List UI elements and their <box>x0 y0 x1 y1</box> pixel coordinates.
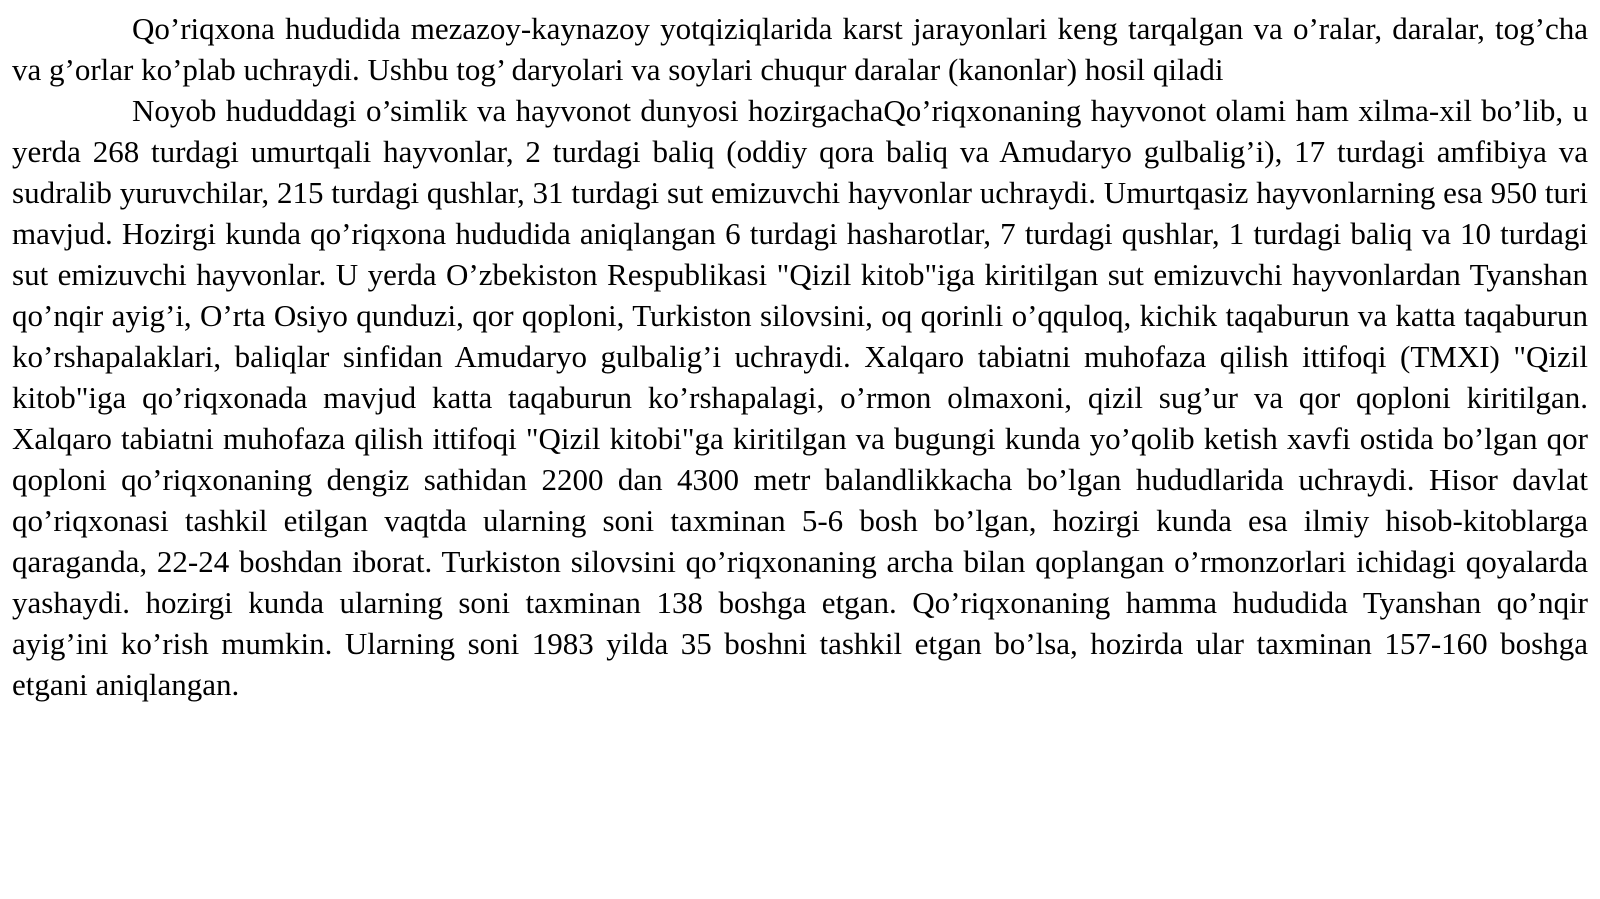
paragraph-karst: Qo’riqxona hududida mezazoy-kaynazoy yotqiziqlarida karst jarayonlari keng tarqalgan va o’ralar, daralar, tog’cha va g’orlar ko’plab uchraydi. Ushbu tog’ daryolari va soylari chuqur daralar (kanonlar) hosil qiladi <box>12 11 1588 87</box>
paragraph-fauna: Noyob hududdagi o’simlik va hayvonot dunyosi hozirgachaQo’riqxonaning hayvonot olami ham xilma-xil bo’lib, u yerda 268 turdagi umurtqali hayvonlar, 2 turdagi baliq (oddiy qora baliq va Amudaryo gulbalig’i), 17 turdagi amfibiya va sudralib yuruvchilar, 215 turdagi qushlar, 31 turdagi sut emizuvchi hayvonlar uchraydi. Umurtqasiz hayvonlarning esa 950 turi mavjud. Hozirgi kunda qo’riqxona hududida aniqlangan 6 turdagi hasharotlar, 7 turdagi qushlar, 1 turdagi baliq va 10 turdagi sut emizuvchi hayvonlar. U yerda O’zbekiston Respublikasi "Qizil kitob"iga kiritilgan sut emizuvchi hayvonlardan Tyanshan qo’nqir ayig’i, O’rta Osiyo qunduzi, qor qoploni, Turkiston silovsini, oq qorinli o’qquloq, kichik taqaburun va katta taqaburun ko’rshapalaklari, baliqlar sinfidan Amudaryo gulbalig’i uchraydi. Xalqaro tabiatni muhofaza qilish ittifoqi (TMXI) "Qizil kitob"iga qo’riqxonada mavjud katta taqaburun ko’rshapalagi, o’rmon olmaxoni, qizil sug’ur va qor qoploni kiritilgan. Xalqaro tabiatni muhofaza qilish ittifoqi "Qizil kitobi"ga kiritilgan va bugungi kunda yo’qolib ketish xavfi ostida bo’lgan qor qoploni qo’riqxonaning dengiz sathidan 2200 dan 4300 metr balandlikkacha bo’lgan hududlarida uchraydi. Hisor davlat qo’riqxonasi tashkil etilgan vaqtda ularning soni taxminan 5-6 bosh bo’lgan, hozirgi kunda esa ilmiy hisob-kitoblarga qaraganda, 22-24 boshdan iborat. Turkiston silovsini qo’riqxonaning archa bilan qoplangan o’rmonzorlari ichidagi qoyalarda yashaydi. hozirgi kunda ularning soni taxminan 138 boshga etgan. Qo’riqxonaning hamma hududida Tyanshan qo’nqir ayig’ini ko’rish mumkin. Ularning soni 1983 yilda 35 boshni tashkil etgan bo’lsa, hozirda ular taxminan 157-160 boshga etgani aniqlangan. <box>12 93 1588 702</box>
document-body <box>12 8 1588 705</box>
